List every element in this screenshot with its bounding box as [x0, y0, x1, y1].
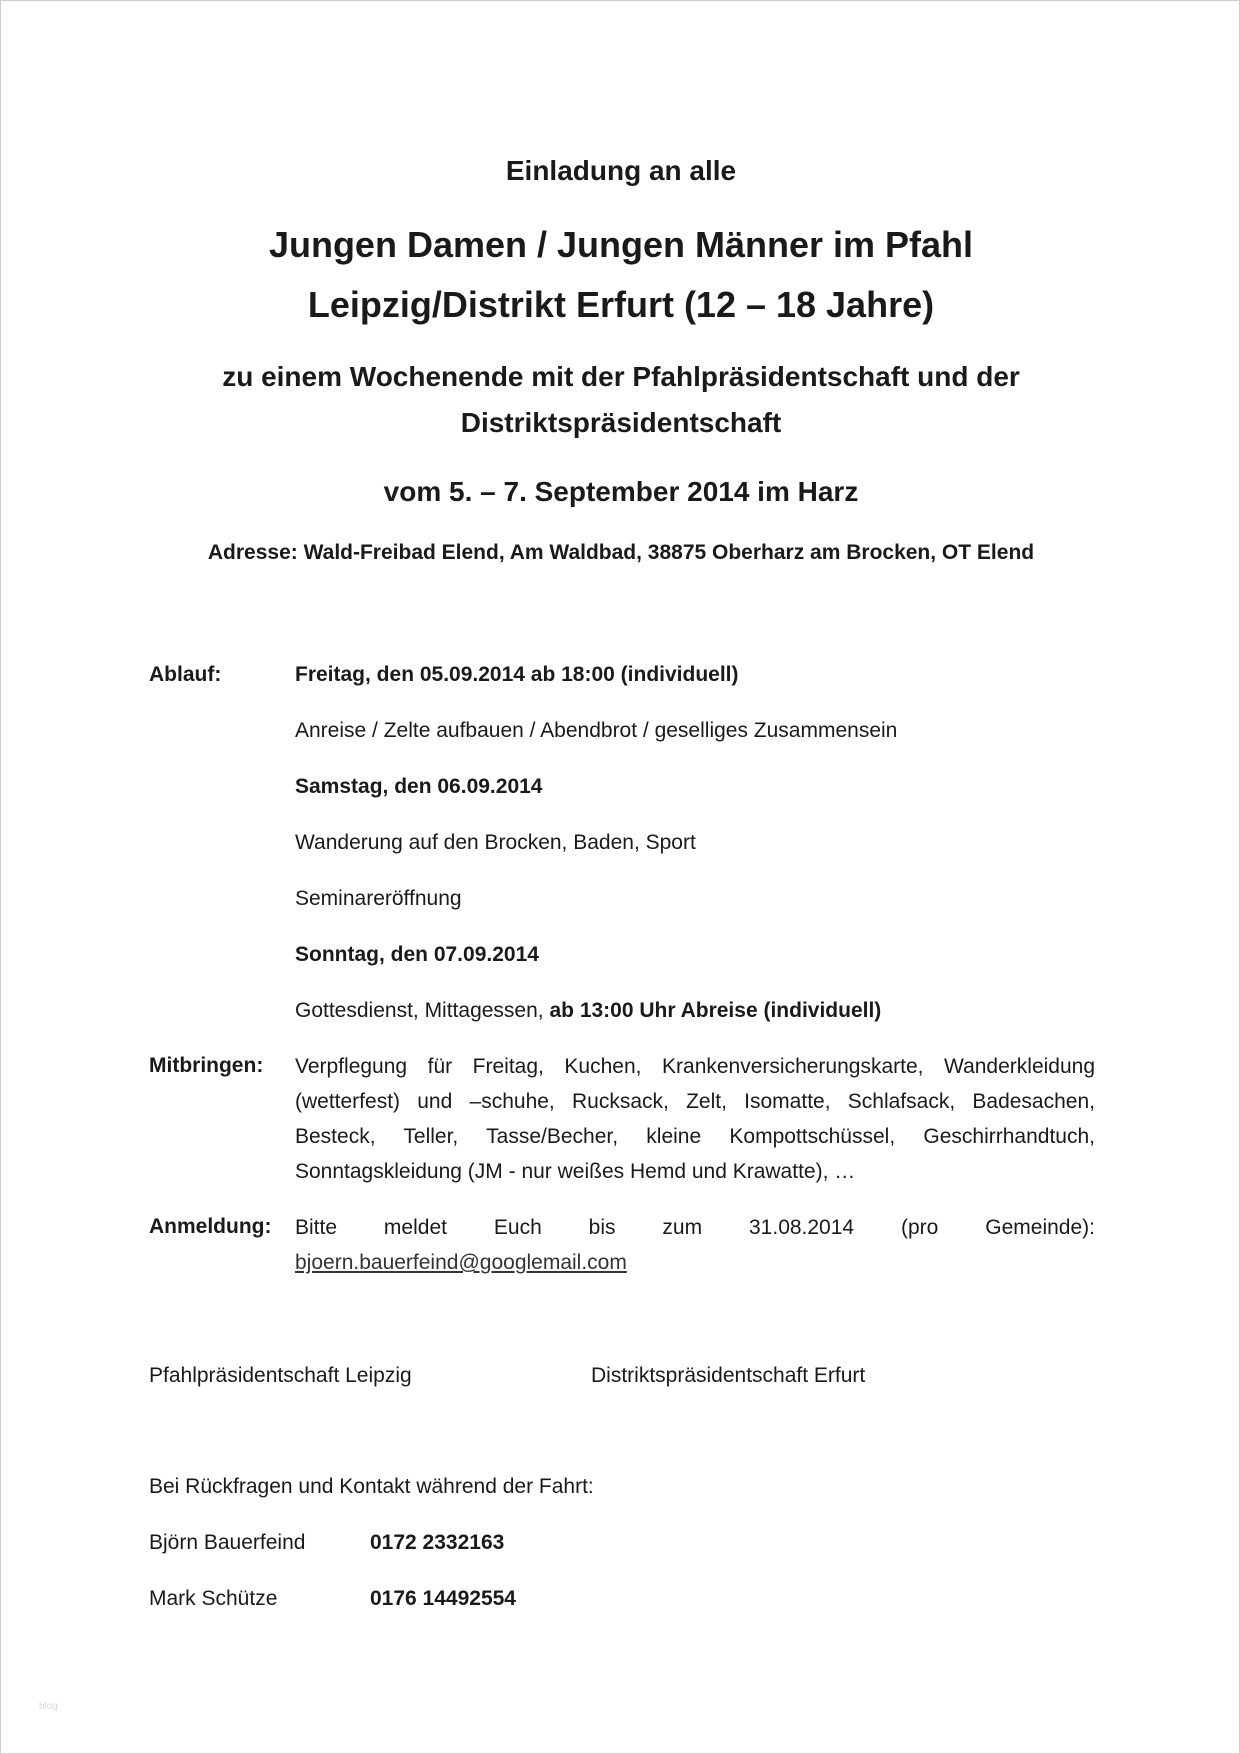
friday-heading: Freitag, den 05.09.2014 ab 18:00 (individuell) — [295, 663, 739, 686]
sunday-text-regular: Gottesdienst, Mittagessen, — [295, 999, 544, 1022]
sunday-text — [295, 996, 881, 1026]
saturday-heading: Samstag, den 06.09.2014 — [295, 775, 543, 798]
watermark-text: blog — [39, 1701, 58, 1712]
contact-phone-1: 0172 2332163 — [370, 1531, 505, 1554]
title-line-2: Leipzig/Distrikt Erfurt (12 – 18 Jahre) — [307, 284, 935, 325]
sunday-text-bold: ab 13:00 Uhr Abreise (individuell) — [549, 999, 882, 1022]
event-address: Adresse: Wald-Freibad Elend, Am Waldbad, 38875 Oberharz am Brocken, OT Elend — [207, 541, 1035, 564]
schedule-label: Ablauf: — [149, 663, 222, 686]
registration-text: Bitte meldet Euch bis zum 31.08.2014 (pro Gemeinde): — [295, 1216, 1095, 1239]
signature-district: Distriktspräsidentschaft Erfurt — [591, 1364, 866, 1387]
title-line-1: Jungen Damen / Jungen Männer im Pfahl — [268, 224, 974, 265]
registration-label: Anmeldung: — [149, 1215, 272, 1238]
registration-block — [295, 1210, 1095, 1280]
friday-text: Anreise / Zelte aufbauen / Abendbrot / geselliges Zusammensein — [295, 719, 898, 742]
saturday-text-2: Seminareröffnung — [295, 887, 462, 910]
subtitle-line-2: Distriktspräsidentschaft — [460, 407, 782, 438]
sunday-heading: Sonntag, den 07.09.2014 — [295, 943, 539, 966]
bring-text: Verpflegung für Freitag, Kuchen, Krankenversicherungskarte, Wanderkleidung (wetterfest) und –schuhe, Rucksack, Zelt, Isomatte, Schlafsack, Badesachen, Besteck, Teller, Tasse/Becher, kleine Kompottschüssel, Geschirrhandtuch, Sonntagskleidung (JM - nur weißes Hemd und Krawatte), … — [295, 1055, 1095, 1183]
contact-name-1: Björn Bauerfeind — [149, 1531, 306, 1554]
subtitle-line-1: zu einem Wochenende mit der Pfahlpräsidentschaft und der — [222, 361, 1020, 392]
saturday-text-1: Wanderung auf den Brocken, Baden, Sport — [295, 831, 696, 854]
bring-label: Mitbringen: — [149, 1054, 264, 1077]
contact-name-2: Mark Schütze — [149, 1587, 278, 1610]
registration-email-link[interactable]: bjoern.bauerfeind@googlemail.com — [295, 1251, 627, 1274]
invite-heading: Einladung an alle — [505, 155, 737, 186]
contact-phone-2: 0176 14492554 — [370, 1587, 516, 1610]
signature-stake: Pfahlpräsidentschaft Leipzig — [149, 1364, 412, 1387]
contact-heading: Bei Rückfragen und Kontakt während der Fahrt: — [149, 1475, 594, 1498]
event-date: vom 5. – 7. September 2014 im Harz — [383, 476, 859, 507]
